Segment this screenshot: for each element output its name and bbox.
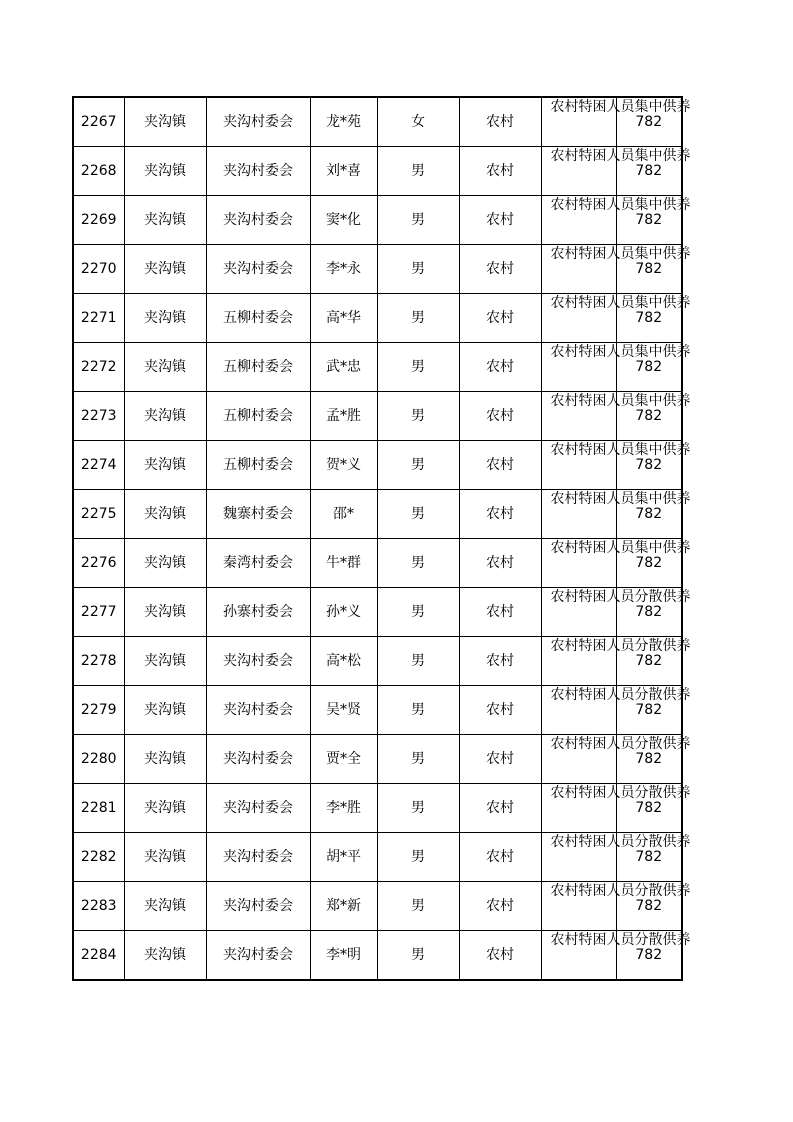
- table-row: [73, 245, 682, 294]
- cell-serial-number: 2269: [73, 196, 124, 245]
- cell-area-type: 农村: [459, 490, 541, 539]
- table-row: [73, 784, 682, 833]
- cell-serial-number: 2283: [73, 882, 124, 931]
- cell-gender: 男: [377, 637, 459, 686]
- cell-area-type: 农村: [459, 588, 541, 637]
- cell-town: 夹沟镇: [124, 539, 206, 588]
- cell-serial-number: 2281: [73, 784, 124, 833]
- cell-amount: 782: [616, 539, 682, 588]
- cell-person-name: 龙*苑: [310, 97, 377, 147]
- cell-amount: 782: [616, 392, 682, 441]
- cell-person-name: 刘*喜: [310, 147, 377, 196]
- cell-gender: 男: [377, 539, 459, 588]
- table-row: [73, 441, 682, 490]
- cell-person-name: 邵*: [310, 490, 377, 539]
- cell-village-committee: 五柳村委会: [206, 343, 310, 392]
- support-type-text: 农村特困人员集中供养: [550, 295, 691, 311]
- support-type-text: 农村特困人员集中供养: [550, 197, 691, 213]
- cell-town: 夹沟镇: [124, 245, 206, 294]
- cell-amount: 782: [616, 294, 682, 343]
- cell-person-name: 贾*全: [310, 735, 377, 784]
- cell-town: 夹沟镇: [124, 294, 206, 343]
- cell-village-committee: 夹沟村委会: [206, 735, 310, 784]
- cell-town: 夹沟镇: [124, 833, 206, 882]
- cell-town: 夹沟镇: [124, 686, 206, 735]
- cell-village-committee: 夹沟村委会: [206, 931, 310, 981]
- cell-town: 夹沟镇: [124, 392, 206, 441]
- cell-serial-number: 2280: [73, 735, 124, 784]
- cell-village-committee: 秦湾村委会: [206, 539, 310, 588]
- support-type-text: 农村特困人员分散供养: [550, 638, 691, 654]
- cell-area-type: 农村: [459, 784, 541, 833]
- cell-area-type: 农村: [459, 97, 541, 147]
- table-row: [73, 588, 682, 637]
- cell-person-name: 贺*义: [310, 441, 377, 490]
- cell-town: 夹沟镇: [124, 343, 206, 392]
- cell-gender: 男: [377, 833, 459, 882]
- cell-person-name: 吴*贤: [310, 686, 377, 735]
- cell-amount: 782: [616, 588, 682, 637]
- cell-town: 夹沟镇: [124, 588, 206, 637]
- cell-area-type: 农村: [459, 294, 541, 343]
- cell-serial-number: 2278: [73, 637, 124, 686]
- cell-gender: 男: [377, 588, 459, 637]
- cell-amount: 782: [616, 931, 682, 981]
- cell-area-type: 农村: [459, 196, 541, 245]
- cell-gender: 男: [377, 735, 459, 784]
- cell-person-name: 高*华: [310, 294, 377, 343]
- cell-town: 夹沟镇: [124, 735, 206, 784]
- cell-area-type: 农村: [459, 147, 541, 196]
- cell-gender: 男: [377, 245, 459, 294]
- support-type-text: 农村特困人员集中供养: [550, 393, 691, 409]
- table-row: [73, 392, 682, 441]
- cell-gender: 男: [377, 784, 459, 833]
- cell-amount: 782: [616, 833, 682, 882]
- cell-person-name: 郑*新: [310, 882, 377, 931]
- cell-village-committee: 魏寨村委会: [206, 490, 310, 539]
- cell-town: 夹沟镇: [124, 490, 206, 539]
- cell-person-name: 牛*群: [310, 539, 377, 588]
- support-type-text: 农村特困人员分散供养: [550, 589, 691, 605]
- cell-serial-number: 2270: [73, 245, 124, 294]
- table-row: [73, 637, 682, 686]
- cell-amount: 782: [616, 882, 682, 931]
- support-type-text: 农村特困人员分散供养: [550, 785, 691, 801]
- cell-area-type: 农村: [459, 245, 541, 294]
- cell-gender: 男: [377, 882, 459, 931]
- cell-person-name: 孟*胜: [310, 392, 377, 441]
- cell-serial-number: 2275: [73, 490, 124, 539]
- table-row: [73, 686, 682, 735]
- cell-serial-number: 2277: [73, 588, 124, 637]
- cell-village-committee: 夹沟村委会: [206, 147, 310, 196]
- cell-village-committee: 夹沟村委会: [206, 245, 310, 294]
- cell-person-name: 窦*化: [310, 196, 377, 245]
- cell-amount: 782: [616, 196, 682, 245]
- cell-serial-number: 2279: [73, 686, 124, 735]
- cell-village-committee: 五柳村委会: [206, 441, 310, 490]
- support-type-text: 农村特困人员分散供养: [550, 687, 691, 703]
- cell-area-type: 农村: [459, 343, 541, 392]
- cell-amount: 782: [616, 735, 682, 784]
- cell-amount: 782: [616, 147, 682, 196]
- cell-village-committee: 夹沟村委会: [206, 97, 310, 147]
- cell-village-committee: 五柳村委会: [206, 294, 310, 343]
- cell-amount: 782: [616, 637, 682, 686]
- cell-gender: 男: [377, 196, 459, 245]
- cell-serial-number: 2276: [73, 539, 124, 588]
- cell-town: 夹沟镇: [124, 196, 206, 245]
- cell-gender: 男: [377, 490, 459, 539]
- cell-serial-number: 2284: [73, 931, 124, 981]
- cell-area-type: 农村: [459, 931, 541, 981]
- cell-serial-number: 2267: [73, 97, 124, 147]
- support-type-text: 农村特困人员分散供养: [550, 834, 691, 850]
- cell-area-type: 农村: [459, 441, 541, 490]
- cell-gender: 男: [377, 441, 459, 490]
- cell-village-committee: 夹沟村委会: [206, 784, 310, 833]
- support-type-text: 农村特困人员集中供养: [550, 99, 691, 115]
- cell-person-name: 孙*义: [310, 588, 377, 637]
- cell-area-type: 农村: [459, 833, 541, 882]
- support-type-text: 农村特困人员集中供养: [550, 540, 691, 556]
- cell-town: 夹沟镇: [124, 637, 206, 686]
- cell-person-name: 李*永: [310, 245, 377, 294]
- cell-village-committee: 夹沟村委会: [206, 637, 310, 686]
- cell-town: 夹沟镇: [124, 441, 206, 490]
- cell-village-committee: 夹沟村委会: [206, 686, 310, 735]
- cell-amount: 782: [616, 97, 682, 147]
- cell-person-name: 高*松: [310, 637, 377, 686]
- cell-person-name: 胡*平: [310, 833, 377, 882]
- table-row: [73, 931, 682, 981]
- cell-amount: 782: [616, 686, 682, 735]
- cell-town: 夹沟镇: [124, 784, 206, 833]
- roster-table: [72, 96, 691, 981]
- cell-gender: 男: [377, 343, 459, 392]
- support-type-text: 农村特困人员分散供养: [550, 883, 691, 899]
- table-row: [73, 343, 682, 392]
- cell-amount: 782: [616, 441, 682, 490]
- cell-area-type: 农村: [459, 686, 541, 735]
- cell-town: 夹沟镇: [124, 97, 206, 147]
- cell-amount: 782: [616, 343, 682, 392]
- cell-village-committee: 夹沟村委会: [206, 882, 310, 931]
- roster-body: [73, 97, 691, 980]
- table-row: [73, 147, 682, 196]
- cell-gender: 男: [377, 294, 459, 343]
- cell-gender: 男: [377, 686, 459, 735]
- cell-person-name: 武*忠: [310, 343, 377, 392]
- cell-area-type: 农村: [459, 539, 541, 588]
- cell-serial-number: 2271: [73, 294, 124, 343]
- cell-village-committee: 夹沟村委会: [206, 833, 310, 882]
- support-type-text: 农村特困人员分散供养: [550, 736, 691, 752]
- cell-gender: 男: [377, 147, 459, 196]
- table-row: [73, 490, 682, 539]
- cell-area-type: 农村: [459, 637, 541, 686]
- cell-person-name: 李*明: [310, 931, 377, 981]
- support-type-text: 农村特困人员集中供养: [550, 148, 691, 164]
- table-row: [73, 735, 682, 784]
- cell-serial-number: 2268: [73, 147, 124, 196]
- cell-serial-number: 2272: [73, 343, 124, 392]
- cell-serial-number: 2282: [73, 833, 124, 882]
- cell-amount: 782: [616, 490, 682, 539]
- table-row: [73, 882, 682, 931]
- cell-village-committee: 夹沟村委会: [206, 196, 310, 245]
- cell-town: 夹沟镇: [124, 882, 206, 931]
- cell-area-type: 农村: [459, 392, 541, 441]
- table-row: [73, 196, 682, 245]
- cell-gender: 男: [377, 392, 459, 441]
- table-row: [73, 97, 682, 147]
- cell-amount: 782: [616, 784, 682, 833]
- table-row: [73, 833, 682, 882]
- cell-village-committee: 孙寨村委会: [206, 588, 310, 637]
- cell-area-type: 农村: [459, 882, 541, 931]
- cell-person-name: 李*胜: [310, 784, 377, 833]
- support-type-text: 农村特困人员集中供养: [550, 442, 691, 458]
- table-row: [73, 539, 682, 588]
- cell-serial-number: 2274: [73, 441, 124, 490]
- cell-area-type: 农村: [459, 735, 541, 784]
- cell-amount: 782: [616, 245, 682, 294]
- support-type-text: 农村特困人员集中供养: [550, 344, 691, 360]
- cell-town: 夹沟镇: [124, 147, 206, 196]
- cell-town: 夹沟镇: [124, 931, 206, 981]
- support-type-text: 农村特困人员集中供养: [550, 491, 691, 507]
- cell-gender: 女: [377, 97, 459, 147]
- table-row: [73, 294, 682, 343]
- cell-village-committee: 五柳村委会: [206, 392, 310, 441]
- support-type-text: 农村特困人员集中供养: [550, 246, 691, 262]
- cell-serial-number: 2273: [73, 392, 124, 441]
- support-type-text: 农村特困人员分散供养: [550, 932, 691, 948]
- cell-gender: 男: [377, 931, 459, 981]
